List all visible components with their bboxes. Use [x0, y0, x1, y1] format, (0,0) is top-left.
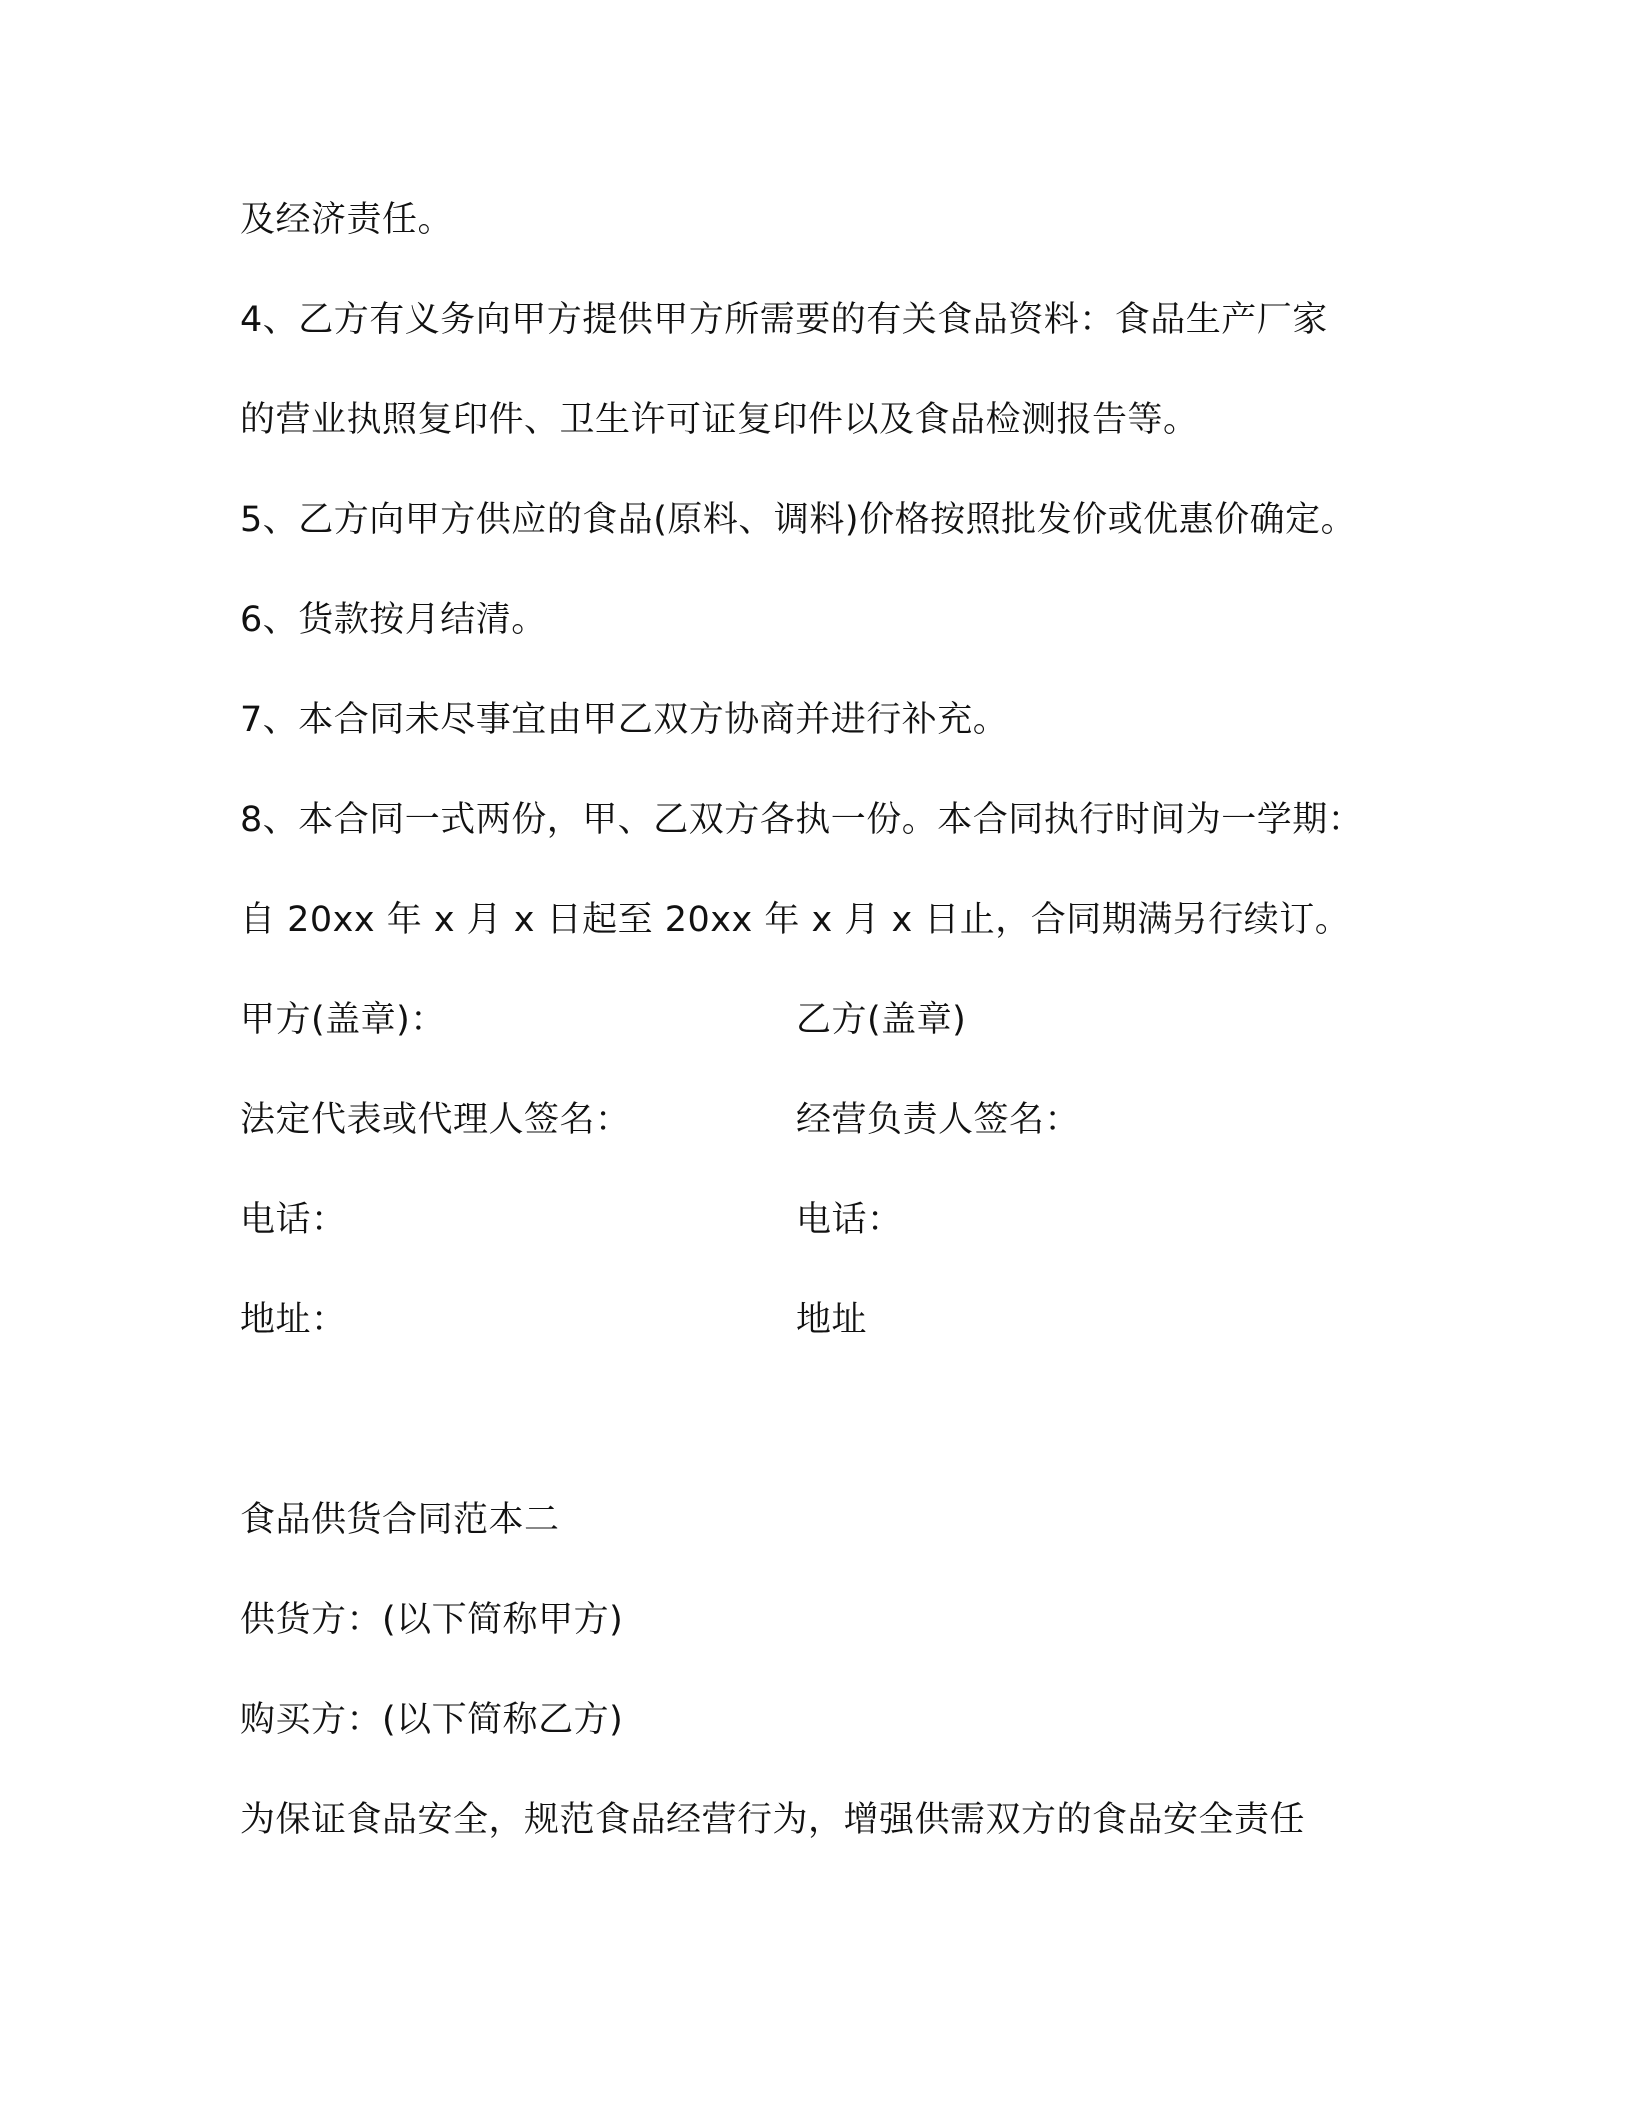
clause-8-line-1: 8、本合同一式两份，甲、乙双方各执一份。本合同执行时间为一学期：: [240, 800, 1364, 840]
party-a-representative: 法定代表或代理人签名：: [240, 1100, 631, 1140]
party-b-seal: 乙方(盖章): [796, 1000, 967, 1040]
clause-7: 7、本合同未尽事宜由甲乙双方协商并进行补充。: [240, 700, 1009, 740]
clause-5: 5、乙方向甲方供应的食品(原料、调料)价格按照批发价或优惠价确定。: [240, 500, 1357, 540]
party-a-address: 地址：: [240, 1300, 347, 1340]
clause-6: 6、货款按月结清。: [240, 600, 547, 640]
contract-two-title: 食品供货合同范本二: [240, 1500, 560, 1540]
clause-4-line-1: 4、乙方有义务向甲方提供甲方所需要的有关食品资料：食品生产厂家: [240, 300, 1328, 340]
contract-two-buyer: 购买方：(以下简称乙方): [240, 1700, 624, 1740]
party-a-seal: 甲方(盖章)：: [240, 1000, 446, 1040]
party-a-phone: 电话：: [240, 1200, 347, 1240]
party-b-phone: 电话：: [796, 1200, 903, 1240]
clause-8-line-2: 自 20xx 年 x 月 x 日起至 20xx 年 x 月 x 日止，合同期满另行续订。: [240, 900, 1351, 940]
contract-two-intro-line-1: 为保证食品安全，规范食品经营行为，增强供需双方的食品安全责任: [240, 1800, 1306, 1840]
party-b-address: 地址: [796, 1300, 868, 1340]
clause-4-line-2: 的营业执照复印件、卫生许可证复印件以及食品检测报告等。: [240, 400, 1199, 440]
clause-3-tail: 及经济责任。: [240, 200, 454, 240]
contract-two-supplier: 供货方：(以下简称甲方): [240, 1600, 624, 1640]
party-b-representative: 经营负责人签名：: [796, 1100, 1081, 1140]
